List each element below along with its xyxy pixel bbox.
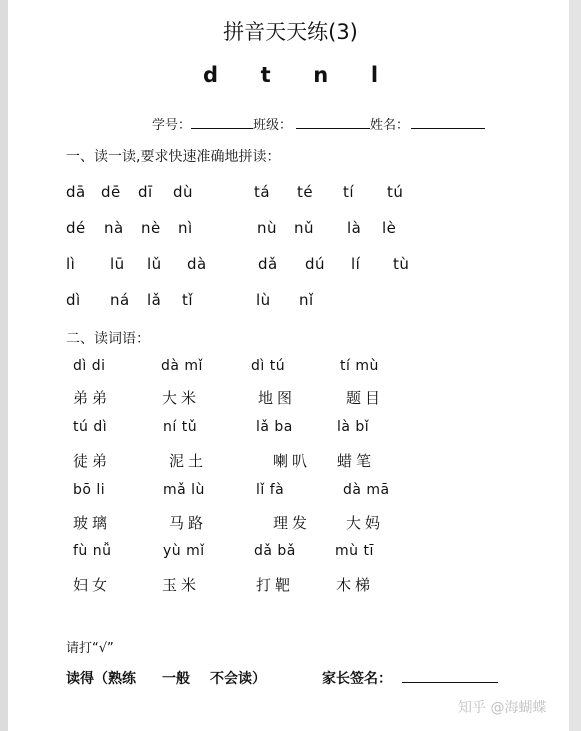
pinyin-syllable: nǐ xyxy=(299,291,314,309)
pinyin-syllable: tù xyxy=(393,255,410,273)
rating-option-cannot[interactable]: 不会读） xyxy=(210,671,266,687)
pinyin-syllable: là xyxy=(347,219,362,237)
instruction-text: 请打“√” xyxy=(66,641,114,656)
word-pinyin: dà mā xyxy=(343,482,390,498)
rating-option-general[interactable]: 一般 xyxy=(162,671,190,687)
word-chinese: 玉米 xyxy=(162,576,201,594)
pinyin-syllable: tá xyxy=(254,183,271,201)
initials-heading xyxy=(0,63,581,87)
pinyin-syllable: nè xyxy=(141,219,161,237)
word-chinese: 大米 xyxy=(162,389,201,407)
word-chinese: 木梯 xyxy=(336,576,375,594)
word-chinese: 弟弟 xyxy=(73,389,112,407)
word-chinese: 蜡笔 xyxy=(337,452,376,470)
word-chinese: 理发 xyxy=(273,514,312,532)
word-pinyin: bō li xyxy=(73,482,106,498)
pinyin-syllable: tí xyxy=(343,183,355,201)
section1-heading: 一、读一读,要求快速准确地拼读： xyxy=(66,149,281,165)
pinyin-syllable: dǎ xyxy=(258,255,278,273)
pinyin-syllable: nù xyxy=(257,219,278,237)
pinyin-syllable: nǔ xyxy=(294,219,315,237)
word-pinyin: ní tǔ xyxy=(163,419,198,435)
id-label: 学号： xyxy=(152,118,192,133)
page-right-edge xyxy=(569,0,581,731)
word-chinese: 地图 xyxy=(258,389,297,407)
student-info-row xyxy=(152,114,485,133)
pinyin-syllable: lū xyxy=(110,255,125,273)
class-label: 班级： xyxy=(253,118,293,133)
pinyin-syllable: lí xyxy=(351,255,361,273)
pinyin-syllable: lì xyxy=(66,255,76,273)
pinyin-syllable: tú xyxy=(387,183,404,201)
pinyin-syllable: ná xyxy=(110,291,130,309)
word-pinyin: mù tī xyxy=(335,543,374,559)
pinyin-syllable: dú xyxy=(305,255,326,273)
class-field[interactable] xyxy=(296,114,370,129)
word-pinyin: dǎ bǎ xyxy=(254,543,296,559)
section2-heading: 二、读词语： xyxy=(66,331,150,347)
word-chinese: 徒弟 xyxy=(73,452,112,470)
word-pinyin: tú dì xyxy=(73,419,108,435)
initials-text: d t n l xyxy=(202,63,379,87)
read-rating-label: 读得（熟练 xyxy=(66,671,136,687)
word-pinyin: dì di xyxy=(73,358,106,374)
pinyin-syllable: dà xyxy=(187,255,207,273)
word-chinese: 题目 xyxy=(346,389,385,407)
pinyin-syllable: dì xyxy=(66,291,81,309)
word-pinyin: mǎ lù xyxy=(163,482,205,498)
pinyin-syllable: tǐ xyxy=(182,291,194,309)
word-chinese: 玻璃 xyxy=(73,514,112,532)
word-pinyin: yù mǐ xyxy=(163,543,205,559)
word-chinese: 泥土 xyxy=(169,452,208,470)
worksheet-title: 拼音天天练(3) xyxy=(223,20,358,44)
pinyin-syllable: nà xyxy=(104,219,124,237)
pinyin-syllable: lǎ xyxy=(147,291,162,309)
word-chinese: 马路 xyxy=(169,514,208,532)
pinyin-syllable: lù xyxy=(256,291,271,309)
word-chinese: 大妈 xyxy=(346,514,385,532)
word-pinyin: là bǐ xyxy=(337,419,370,435)
watermark: 知乎 @海蝴蝶 xyxy=(458,700,547,716)
pinyin-syllable: dù xyxy=(173,183,194,201)
word-chinese: 喇叭 xyxy=(273,452,312,470)
pinyin-syllable: dé xyxy=(66,219,86,237)
pinyin-syllable: té xyxy=(297,183,314,201)
id-field[interactable] xyxy=(191,114,253,129)
pinyin-syllable: dī xyxy=(138,183,153,201)
word-chinese: 妇女 xyxy=(73,576,112,594)
word-pinyin: dì tú xyxy=(251,358,286,374)
word-pinyin: lǐ fà xyxy=(256,482,285,498)
word-chinese: 打靶 xyxy=(256,576,295,594)
pinyin-syllable: dā xyxy=(66,183,86,201)
pinyin-syllable: dē xyxy=(101,183,121,201)
pinyin-syllable: nì xyxy=(178,219,193,237)
parent-sign-label: 家长签名： xyxy=(322,671,392,687)
pinyin-syllable: lǔ xyxy=(147,255,162,273)
word-pinyin: tí mù xyxy=(340,358,379,374)
parent-sign-field[interactable] xyxy=(402,668,498,683)
name-label: 姓名： xyxy=(370,118,410,133)
word-pinyin: fù nǚ xyxy=(73,543,112,559)
name-field[interactable] xyxy=(411,114,485,129)
page-left-edge xyxy=(0,0,8,731)
pinyin-syllable: lè xyxy=(382,219,397,237)
word-pinyin: lǎ ba xyxy=(256,419,293,435)
word-pinyin: dà mǐ xyxy=(161,358,203,374)
